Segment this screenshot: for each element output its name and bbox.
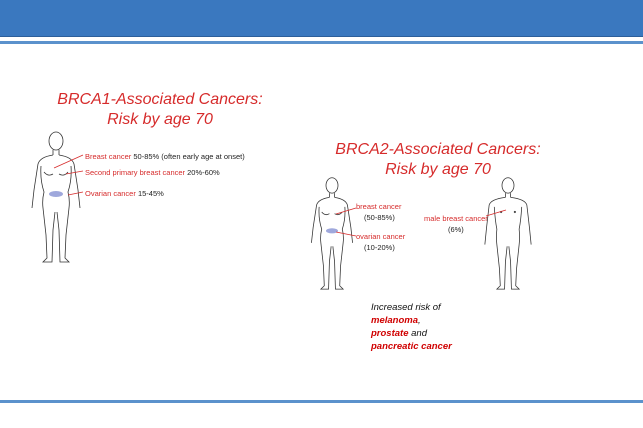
brca1-second-label [85,168,220,177]
brca2-title-line1: BRCA2-Associated Cancers: [335,141,541,158]
note-line4 [371,340,452,353]
brca2-ovarian-label [356,231,405,253]
note-pancreatic: pancreatic cancer [371,341,452,352]
note-line3 [371,327,452,340]
note-comma: , [418,315,421,326]
note-line2 [371,314,452,327]
brca2-title [318,140,558,180]
brca2-breast-name: breast cancer [356,202,402,211]
brca1-title [40,90,280,130]
brca2-breast-value: (50-85%) [364,213,395,222]
note-and: and [408,328,427,339]
brca2-title-line2: Risk by age 70 [385,161,491,178]
footer-rule [0,400,643,403]
brca1-second-name: Second primary breast cancer [85,168,186,177]
brca2-male-label [424,213,488,235]
brca1-ovarian-name: Ovarian cancer [85,189,136,198]
header-rule [0,41,643,44]
brca1-breast-label [85,152,245,161]
brca1-ovarian-value: 15-45% [137,189,164,198]
header-bar [0,0,643,37]
brca1-title-line2: Risk by age 70 [107,111,213,128]
brca2-ovarian-name: ovarian cancer [356,232,406,241]
brca2-ovarian-value: (10-20%) [364,243,395,252]
brca2-male-value: (6%) [447,225,464,234]
brca2-breast-label [356,201,401,223]
brca1-second-value: 20%-60% [187,168,220,177]
brca1-breast-value: 50-85% (often early age at onset) [133,152,245,161]
brca1-title-line1: BRCA1-Associated Cancers: [57,91,263,108]
note-line1: Increased risk of [371,302,441,313]
brca1-breast-name: Breast cancer [85,152,132,161]
brca1-ovarian-label [85,189,164,198]
note-prostate: prostate [371,328,409,339]
brca2-male-name: male breast cancer [424,214,488,223]
increased-risk-note [371,301,452,353]
note-melanoma: melanoma [371,315,418,326]
